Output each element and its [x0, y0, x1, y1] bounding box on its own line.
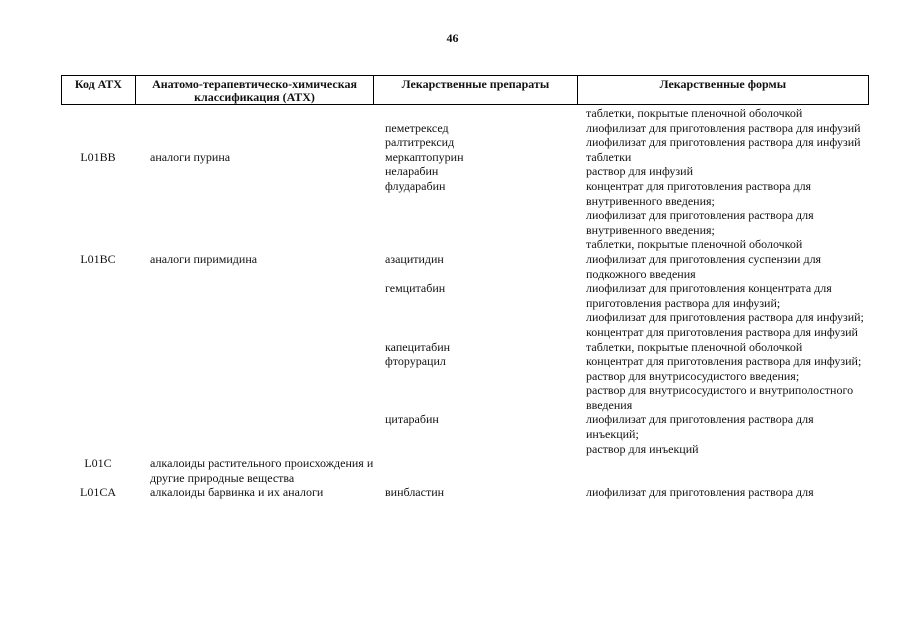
cell-code [61, 164, 135, 179]
cell-class [135, 121, 374, 136]
cell-code: L01C [84, 456, 112, 471]
cell-class [135, 369, 374, 384]
cell-form: концентрат для приготовления раствора для инфузий; [586, 354, 862, 369]
cell-code [61, 354, 135, 369]
cell-class [135, 179, 374, 208]
cell-code [61, 121, 135, 136]
cell-form: лиофилизат для приготовления раствора для [586, 485, 814, 500]
table-header [61, 75, 869, 105]
cell-class [135, 106, 374, 121]
cell-drug [374, 325, 578, 340]
cell-form: лиофилизат для приготовления раствора для инфузий [586, 120, 861, 135]
table-row [61, 354, 869, 369]
table-row [61, 121, 869, 136]
cell-drug: капецитабин [385, 339, 451, 354]
page-number: 46 [446, 31, 459, 45]
cell-code [61, 412, 135, 441]
cell-code [61, 208, 135, 237]
cell-drug [374, 442, 578, 457]
cell-code [61, 325, 135, 340]
table-row [61, 106, 869, 121]
cell-code [61, 135, 135, 150]
table-row [61, 325, 869, 340]
cell-form: лиофилизат для приготовления раствора для инъекций; [586, 412, 814, 442]
header-classification: Анатомо-терапевтическо-химическая классификация (АТХ) [136, 76, 374, 104]
cell-form: раствор для инъекций [586, 441, 699, 456]
cell-drug: гемцитабин [385, 281, 446, 296]
cell-drug: флударабин [385, 178, 446, 193]
table-row [61, 281, 869, 310]
cell-class: аналоги пиримидина [150, 251, 258, 266]
cell-class [135, 208, 374, 237]
table-body [61, 106, 869, 500]
table-row [61, 340, 869, 355]
table-row [61, 164, 869, 179]
cell-form [578, 456, 869, 485]
header-drugs: Лекарственные препараты [374, 76, 578, 104]
table-row [61, 383, 869, 412]
header-code: Код АТХ [62, 76, 136, 104]
cell-code [61, 442, 135, 457]
cell-drug [374, 456, 578, 485]
table-row [61, 442, 869, 457]
cell-code [61, 369, 135, 384]
cell-drug: ралтитрексид [385, 135, 455, 150]
table-row [61, 412, 869, 441]
cell-code [61, 340, 135, 355]
table-row [61, 150, 869, 165]
cell-drug [374, 383, 578, 412]
cell-drug: пеметрексед [385, 120, 449, 135]
cell-code [61, 281, 135, 310]
cell-drug [374, 237, 578, 252]
cell-class [135, 442, 374, 457]
cell-drug: неларабин [385, 164, 439, 179]
cell-class: алкалоиды барвинка и их аналоги [150, 485, 324, 500]
cell-code [61, 237, 135, 252]
cell-class [135, 412, 374, 441]
cell-form: лиофилизат для приготовления раствора для инфузий [586, 135, 861, 150]
cell-class [135, 325, 374, 340]
table-row [61, 456, 869, 485]
cell-form: раствор для внутрисосудистого введения; [586, 368, 800, 383]
cell-drug [374, 310, 578, 325]
cell-class: аналоги пурина [150, 149, 231, 164]
cell-form: таблетки [586, 149, 632, 164]
table-row [61, 208, 869, 237]
cell-drug [374, 106, 578, 121]
cell-form: лиофилизат для приготовления раствора для внутривенного введения; [586, 208, 814, 237]
table-row [61, 485, 869, 500]
table-row [61, 369, 869, 384]
cell-class [135, 354, 374, 369]
cell-class [135, 340, 374, 355]
cell-class [135, 281, 374, 310]
cell-form: раствор для внутрисосудистого и внутриполостного введения [586, 383, 854, 412]
cell-code: L01BB [80, 149, 116, 164]
cell-class [135, 164, 374, 179]
cell-class [135, 135, 374, 150]
cell-drug: азацитидин [385, 251, 444, 266]
cell-form: таблетки, покрытые пленочной оболочкой [586, 339, 803, 354]
cell-class [135, 383, 374, 412]
cell-form: таблетки, покрытые пленочной оболочкой [586, 106, 803, 120]
cell-drug [374, 208, 578, 237]
cell-code: L01CA [80, 485, 116, 500]
cell-form: таблетки, покрытые пленочной оболочкой [586, 237, 803, 252]
table-row [61, 237, 869, 252]
cell-drug [374, 369, 578, 384]
cell-code [61, 310, 135, 325]
cell-code [61, 106, 135, 121]
cell-code [61, 383, 135, 412]
cell-drug: меркаптопурин [385, 149, 464, 164]
table-row [61, 135, 869, 150]
cell-form: раствор для инфузий [586, 164, 693, 179]
cell-form: лиофилизат для приготовления раствора для инфузий; [586, 310, 864, 325]
table-row [61, 310, 869, 325]
cell-drug: фторурацил [385, 354, 446, 369]
table-row [61, 252, 869, 281]
header-forms: Лекарственные формы [659, 77, 787, 91]
cell-drug: винбластин [385, 485, 445, 500]
cell-class [135, 237, 374, 252]
cell-form: лиофилизат для приготовления суспензии для подкожного введения [586, 251, 822, 281]
table-row [61, 179, 869, 208]
cell-drug: цитарабин [385, 412, 439, 427]
cell-form: концентрат для приготовления раствора для инфузий [586, 324, 858, 339]
cell-code [61, 179, 135, 208]
cell-class: алкалоиды растительного происхождения и другие природные вещества [150, 456, 374, 485]
cell-form: лиофилизат для приготовления концентрата для приготовления раствора для инфузий; [586, 281, 832, 310]
cell-class [135, 310, 374, 325]
cell-form: концентрат для приготовления раствора для внутривенного введения; [586, 178, 812, 208]
cell-code: L01BC [80, 251, 116, 266]
